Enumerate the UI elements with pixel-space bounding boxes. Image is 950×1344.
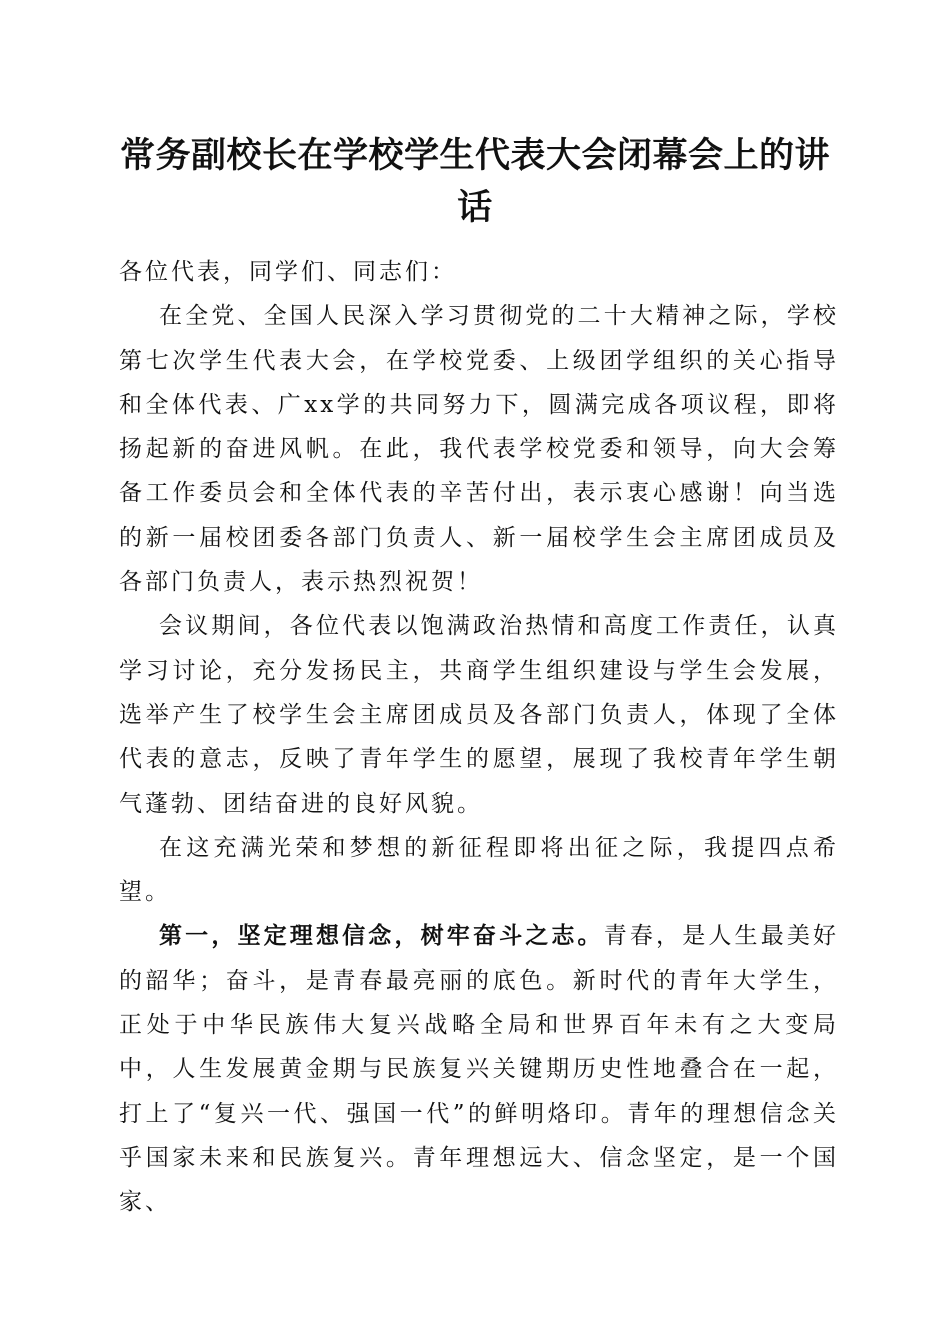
document-title: 常务副校长在学校学生代表大会闭幕会上的讲话 [119, 135, 830, 228]
document-body [119, 250, 839, 1225]
paragraph-meeting: 会议期间，各位代表以饱满政治热情和高度工作责任，认真学习讨论，充分发扬民主，共商学生组织建设与学生会发展，选举产生了校学生会主席团成员及各部门负责人，体现了全体代表的意志，反映了青年学生的愿望，展现了我校青年学生朝气蓬勃、团结奋进的良好风貌。 [119, 613, 839, 817]
point-one-heading: 第一，坚定理想信念，树牢奋斗之志。 [159, 922, 604, 950]
paragraph-point-one [119, 914, 839, 1224]
point-one-text: 青春，是人生最美好的韶华；奋斗，是青春最亮丽的底色。新时代的青年大学生，正处于中华民族伟大复兴战略全局和世界百年未有之大变局中，人生发展黄金期与民族复兴关键期历史性地叠合在一起，打上了“复兴一代、强国一代”的鲜明烙印。青年的理想信念关乎国家未来和民族复兴。青年理想远大、信念坚定，是一个国家、 [119, 923, 840, 1216]
paragraph-hopes-intro: 在这充满光荣和梦想的新征程即将出征之际，我提四点希望。 [119, 834, 839, 906]
paragraph-opening: 在全党、全国人民深入学习贯彻党的二十大精神之际，学校第七次学生代表大会，在学校党委、上级团学组织的关心指导和全体代表、广xx学的共同努力下，圆满完成各项议程，即将扬起新的奋进风帆。在此，我代表学校党委和领导，向大会筹备工作委员会和全体代表的辛苦付出，表示衷心感谢！向当选的新一届校团委各部门负责人、新一届校学生会主席团成员及各部门负责人，表示热烈祝贺！ [119, 303, 839, 596]
salutation: 各位代表，同学们、同志们： [119, 259, 457, 285]
